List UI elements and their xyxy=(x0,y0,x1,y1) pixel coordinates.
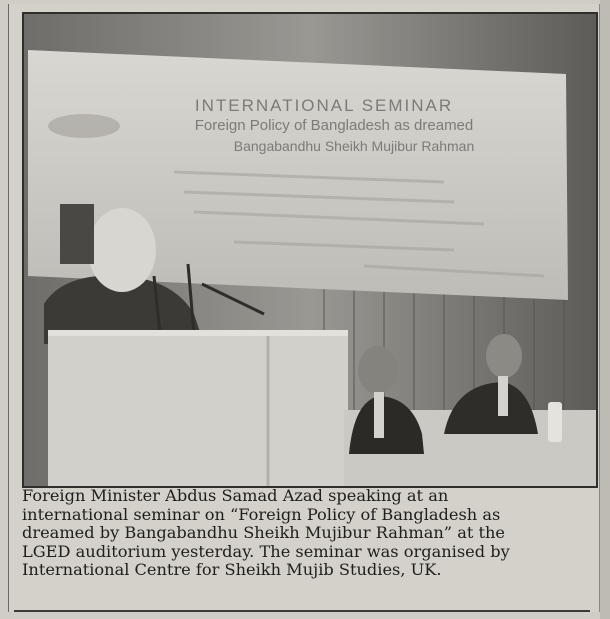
banner-title: INTERNATIONAL SEMINAR xyxy=(194,96,454,115)
bottom-divider xyxy=(14,610,590,612)
photo-scene xyxy=(24,14,596,486)
water-bottle xyxy=(548,402,562,442)
caption-line: LGED auditorium yesterday. The seminar was organised by xyxy=(22,541,510,561)
photo-caption xyxy=(22,487,578,580)
caption-line: International Centre for Sheikh Mujib Studies, UK. xyxy=(22,560,442,580)
caption-line: international seminar on “Foreign Policy of Bangladesh as xyxy=(22,504,501,524)
banner-subtitle-2: Bangabandhu Sheikh Mujibur Rahman xyxy=(233,138,475,154)
banner-logo xyxy=(48,114,120,138)
podium xyxy=(48,330,348,486)
caption-line: dreamed by Bangabandhu Sheikh Mujibur Rahman” at the xyxy=(22,523,506,543)
banner-subtitle: Foreign Policy of Bangladesh as dreamed xyxy=(194,117,474,134)
page-edge xyxy=(600,0,610,619)
news-photo xyxy=(22,12,598,488)
caption-line: Foreign Minister Abdus Samad Azad speaking at an xyxy=(22,486,449,505)
